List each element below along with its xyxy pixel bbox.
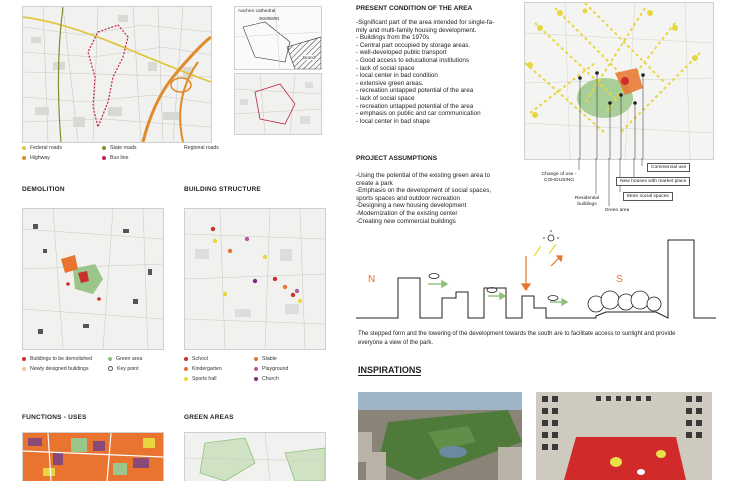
key-point-swatch <box>108 366 113 371</box>
assumption-line: create a park <box>356 179 393 187</box>
section-caption <box>358 330 676 348</box>
legend-new-buildings <box>22 366 89 372</box>
legend-demolished-label: Buildings to be demolished <box>30 356 93 362</box>
legend-federal-roads-label: Federal roads <box>30 145 63 151</box>
district-map <box>234 73 322 135</box>
building-structure-title: BUILDING STRUCTURE <box>184 186 261 193</box>
section-diagram <box>356 226 716 326</box>
north-label: N <box>368 274 376 285</box>
demolition-title: DEMOLITION <box>22 186 65 193</box>
functions-map-drawing <box>23 433 163 481</box>
present-line: mily and multi-family housing development. <box>356 26 477 34</box>
callout-commercial: Commercial use <box>647 163 690 172</box>
legend-new-buildings-label: Newly designed buildings <box>30 366 89 372</box>
functions-title: FUNCTIONS - USES <box>22 414 87 421</box>
legend-green-area-label: Green area <box>116 356 143 362</box>
south-label: S <box>616 274 623 285</box>
green-area-swatch <box>108 357 112 361</box>
demolition-map <box>22 208 164 350</box>
concept-map-drawing <box>525 3 713 159</box>
present-line: - local center in bad condition <box>356 72 438 80</box>
present-condition-text <box>356 19 494 125</box>
inspirations-title: INSPIRATIONS <box>358 365 422 375</box>
legend-demolished <box>22 356 92 362</box>
highway-swatch <box>22 156 26 160</box>
stable-swatch <box>254 357 258 361</box>
concept-map <box>524 2 714 160</box>
legend-church-label: Church <box>262 376 279 382</box>
church-swatch <box>254 377 258 381</box>
demolition-map-drawing <box>23 209 163 349</box>
legend-stable <box>254 356 277 362</box>
assumption-line: -Designing a new housing development <box>356 202 467 210</box>
trees <box>588 291 661 312</box>
transport-map <box>22 6 212 143</box>
cathedral-label: Aachen cathedral <box>238 9 276 14</box>
legend-sports-hall-label: Sports hall <box>192 376 217 382</box>
present-line: - extensive green areas. <box>356 79 424 87</box>
state-roads-swatch <box>102 146 106 150</box>
district-map-drawing <box>235 74 321 134</box>
legend-kindergarten-label: Kindergarten <box>192 366 222 372</box>
cathedral-map <box>234 6 322 70</box>
legend-state-roads-label: State roads <box>110 145 137 151</box>
callout-more-social: More social spaces <box>623 192 673 201</box>
present-line: - recreation untapped potential of the area <box>356 87 474 95</box>
distance-label: 3KM/5MIN <box>259 16 280 21</box>
present-line: - emphasis on public and car communication <box>356 110 481 118</box>
legend-state-roads <box>102 145 137 151</box>
assumption-line: -Creating new commercial buildings <box>356 217 456 225</box>
legend-highway <box>22 155 50 161</box>
bus-line-swatch <box>102 156 106 160</box>
park-photo-drawing <box>358 392 522 480</box>
present-line: -Significant part of the area intended for single-fa- <box>356 19 495 26</box>
legend-bus-line <box>102 155 128 161</box>
assumption-line: -Emphasis on the development of social spaces, <box>356 187 492 195</box>
callout-change-of-use <box>536 172 582 183</box>
legend-school-label: School <box>192 356 208 362</box>
assumption-line: -Using the potential of the existing green area to <box>356 172 491 179</box>
brand-label: Brand <box>303 55 316 60</box>
legend-bus-line-label: Bus line <box>110 155 129 161</box>
legend-school <box>184 356 208 362</box>
callout-buildings-label: buildings <box>577 201 597 207</box>
callout-green-area: Green area <box>604 208 630 213</box>
legend-church <box>254 376 279 382</box>
courtyard-photo-drawing <box>536 392 712 480</box>
caption-line: everyone a view of the park. <box>358 340 434 346</box>
project-assumptions-title: PROJECT ASSUMPTIONS <box>356 155 438 162</box>
assumption-line: sports spaces and outdoor recreation <box>356 194 460 202</box>
legend-regional-roads-label: Regional roads <box>184 145 219 151</box>
callout-change-of-use-label: Change of use - <box>541 172 577 177</box>
present-line: - lack of social space <box>356 64 415 72</box>
present-line: - Good access to educational institutions <box>356 56 470 64</box>
present-condition-title: PRESENT CONDITION OF THE AREA <box>356 5 473 12</box>
callout-new-houses: New houses with market place <box>616 177 690 186</box>
present-line: - well-developed public transport <box>356 49 447 57</box>
building-structure-map <box>184 208 326 350</box>
caption-line: The stepped form and the lowering of the development towards the south are to facilitate access to sunlight and provide <box>358 331 676 337</box>
school-swatch <box>184 357 188 361</box>
legend-green-area <box>108 356 142 362</box>
functions-map <box>22 432 164 481</box>
callout-residential-label: Residential <box>574 196 600 201</box>
legend-kindergarten <box>184 366 222 372</box>
legend-key-point <box>108 366 139 372</box>
project-assumptions-text <box>356 172 491 225</box>
legend-playground <box>254 366 288 372</box>
legend-regional-roads <box>184 145 219 151</box>
present-line: - recreation untapped potential of the area <box>356 102 474 110</box>
present-line: - Buildings from the 1970s <box>356 34 430 42</box>
present-line: - local center in bad shape <box>356 117 430 125</box>
building-structure-map-drawing <box>185 209 325 349</box>
legend-playground-label: Playground <box>262 366 289 372</box>
federal-roads-swatch <box>22 146 26 150</box>
present-line: - Central part occupied by storage areas. <box>356 41 471 49</box>
green-areas-map-drawing <box>185 433 325 481</box>
legend-key-point-label: Key point <box>117 366 139 372</box>
playground-swatch <box>254 367 258 371</box>
inspiration-photo-courtyard <box>536 392 712 480</box>
legend-federal-roads <box>22 145 62 151</box>
callout-cohousing-label: COHOUSING <box>543 177 575 183</box>
legend-highway-label: Highway <box>30 155 50 161</box>
new-buildings-swatch <box>22 367 26 371</box>
green-areas-title: GREEN AREAS <box>184 414 234 421</box>
callout-residential <box>572 196 602 207</box>
demolished-swatch <box>22 357 26 361</box>
assumption-line: -Modernization of the existing center <box>356 209 458 217</box>
present-line: - lack of social space <box>356 94 415 102</box>
sports-hall-swatch <box>184 377 188 381</box>
legend-sports-hall <box>184 376 217 382</box>
inspiration-photo-park <box>358 392 522 480</box>
kindergarten-swatch <box>184 367 188 371</box>
legend-stable-label: Stable <box>262 356 277 362</box>
green-areas-map <box>184 432 326 481</box>
transport-map-drawing <box>23 7 211 142</box>
